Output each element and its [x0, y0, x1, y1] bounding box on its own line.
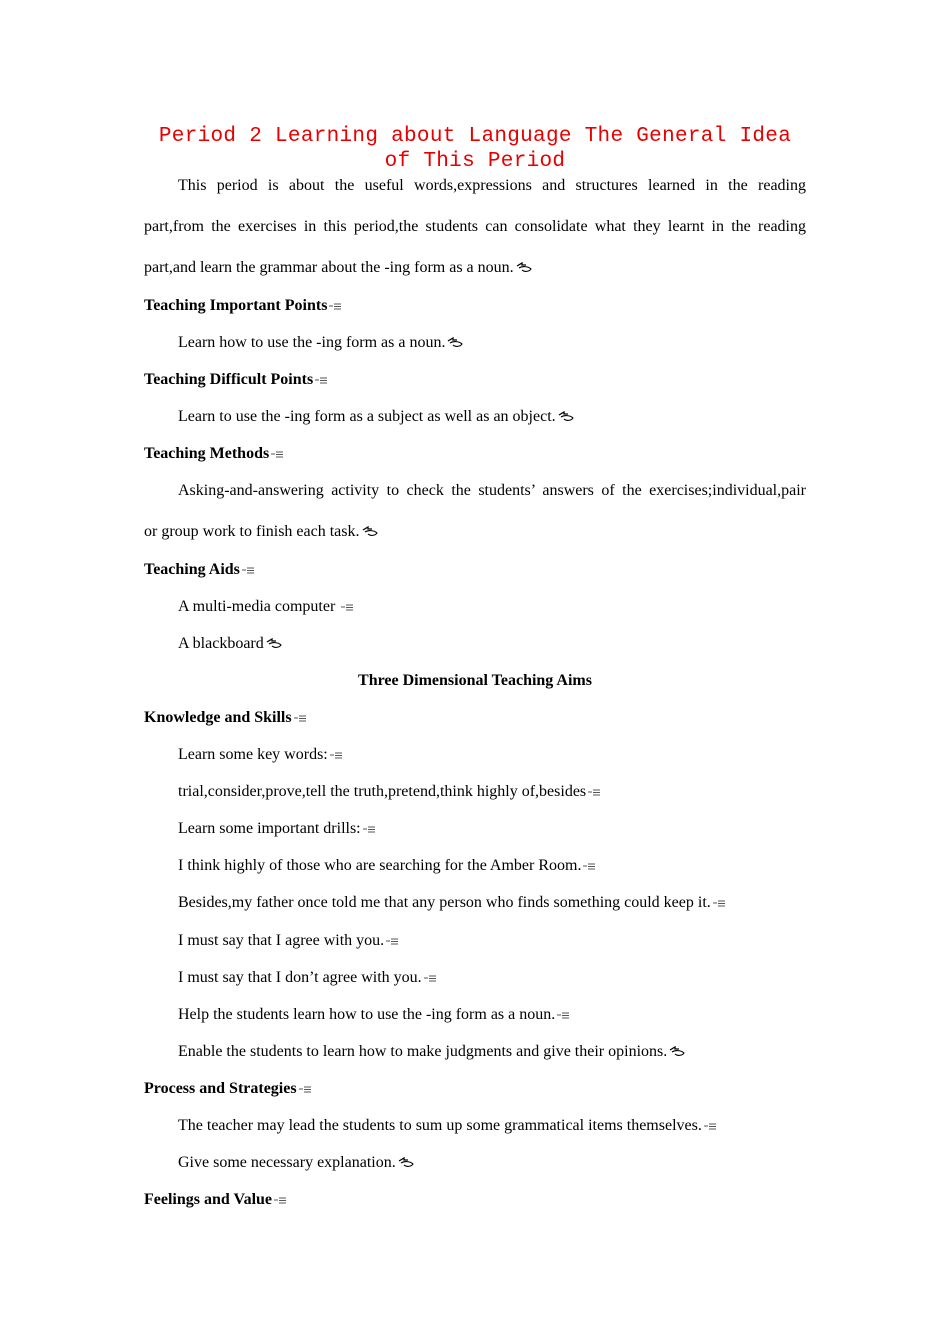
- line-break-icon: [588, 788, 601, 796]
- aids-heading: Teaching Aids: [144, 560, 806, 580]
- paragraph-mark-icon: [398, 1157, 415, 1169]
- line-break-icon: [704, 1122, 717, 1130]
- difficult-points-text: Learn to use the -ing form as a subject as well as an object.: [178, 407, 806, 427]
- line-break-icon: [424, 974, 437, 982]
- paragraph-mark-icon: [362, 526, 379, 538]
- knowledge-item-2: trial,consider,prove,tell the truth,pretend,think highly of,besides: [178, 782, 806, 802]
- knowledge-item-9: Enable the students to learn how to make judgments and give their opinions.: [178, 1042, 806, 1062]
- knowledge-item-7: I must say that I don’t agree with you.: [178, 968, 806, 988]
- aids-item-1: A multi-media computer: [178, 597, 806, 617]
- knowledge-item-5: Besides,my father once told me that any person who finds something could keep it.: [178, 893, 806, 913]
- line-break-icon: [329, 302, 342, 310]
- paragraph-mark-icon: [669, 1046, 686, 1058]
- line-break-icon: [242, 566, 255, 574]
- knowledge-item-6: I must say that I agree with you.: [178, 931, 806, 951]
- line-break-icon: [299, 1085, 312, 1093]
- line-break-icon: [341, 603, 354, 611]
- process-heading: Process and Strategies: [144, 1079, 806, 1099]
- line-break-icon: [315, 376, 328, 384]
- line-break-icon: [274, 1196, 287, 1204]
- aims-heading: Three Dimensional Teaching Aims: [358, 672, 592, 689]
- line-break-icon: [583, 862, 596, 870]
- page-title: Period 2 Learning about Language The General Idea of This Period: [158, 125, 792, 173]
- line-break-icon: [713, 899, 726, 907]
- paragraph-mark-icon: [266, 638, 283, 650]
- methods-line-2: or group work to finish each task.: [144, 522, 806, 542]
- difficult-points-heading: Teaching Difficult Points: [144, 370, 806, 390]
- process-item-2: Give some necessary explanation.: [178, 1153, 806, 1173]
- intro-line-3: part,and learn the grammar about the -ing form as a noun.: [144, 258, 806, 278]
- paragraph-mark-icon: [447, 337, 464, 349]
- aids-item-2: A blackboard: [178, 634, 806, 654]
- line-break-icon: [271, 450, 284, 458]
- intro-line-1: This period is about the useful words,expressions and structures learned in the reading: [178, 177, 806, 194]
- methods-heading: Teaching Methods: [144, 444, 806, 464]
- important-points-heading: Teaching Important Points: [144, 296, 806, 316]
- line-break-icon: [386, 937, 399, 945]
- intro-line-2: part,from the exercises in this period,the students can consolidate what they learnt in the reading: [144, 218, 806, 235]
- paragraph-mark-icon: [516, 262, 533, 274]
- paragraph-mark-icon: [558, 411, 575, 423]
- knowledge-item-4: I think highly of those who are searching for the Amber Room.: [178, 856, 806, 876]
- process-item-1: The teacher may lead the students to sum up some grammatical items themselves.: [178, 1116, 806, 1136]
- knowledge-item-1: Learn some key words:: [178, 745, 806, 765]
- feelings-heading: Feelings and Value: [144, 1190, 806, 1210]
- knowledge-item-8: Help the students learn how to use the -ing form as a noun.: [178, 1005, 806, 1025]
- line-break-icon: [330, 751, 343, 759]
- important-points-text: Learn how to use the -ing form as a noun.: [178, 333, 806, 353]
- methods-line-1: Asking-and-answering activity to check the students’ answers of the exercises;individual,pair: [178, 482, 806, 499]
- line-break-icon: [294, 714, 307, 722]
- knowledge-heading: Knowledge and Skills: [144, 708, 806, 728]
- line-break-icon: [557, 1011, 570, 1019]
- line-break-icon: [363, 825, 376, 833]
- knowledge-item-3: Learn some important drills:: [178, 819, 806, 839]
